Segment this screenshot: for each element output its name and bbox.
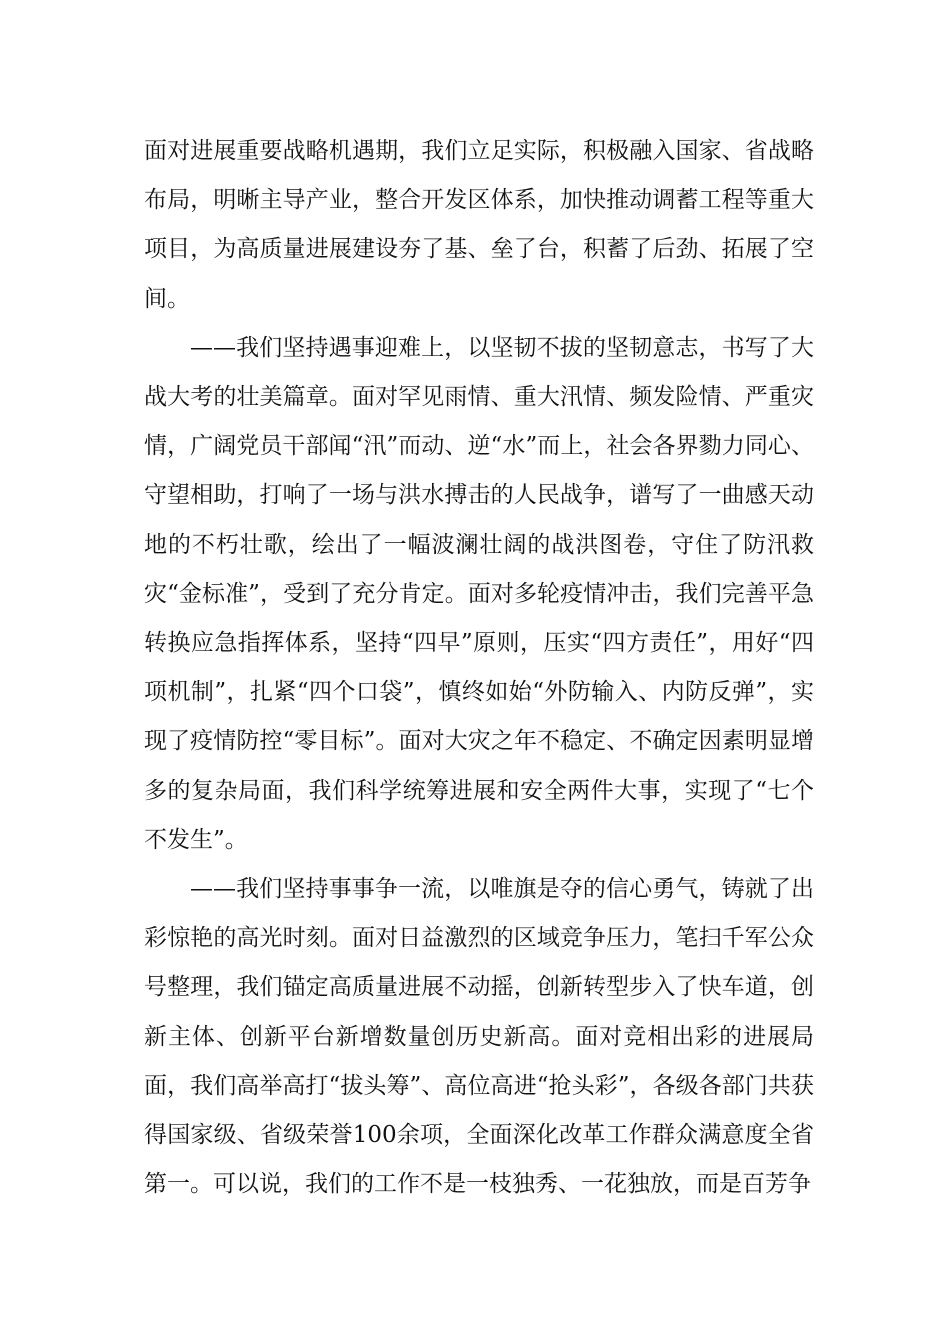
paragraph-flood-control: ——我们坚持遇事迎难上，以坚韧不拔的坚韧意志，书写了大战大考的壮美篇章。面对罕见雨情、重大汛情、频发险情、严重灾情，广阔党员干部闻“汛”而动、逆“水”而上，社会各界勠力同心、守望相助，打响了一场与洪水搏击的人民战争，谱写了一曲感天动地的不朽壮歌，绘出了一幅波澜壮阔的战洪图卷，守住了防汛救灾“金标准”，受到了充分肯定。面对多轮疫情冲击，我们完善平急转换应急指挥体系，坚持“四早”原则，压实“四方责任”，用好“四项机制”，扎紧“四个口袋”，慎终如始“外防输入、内防反弹”，实现了疫情防控“零目标”。面对大灾之年不稳定、不确定因素明显增多的复杂局面，我们科学统筹进展和安全两件大事，实现了“七个不发生”。 — [144, 334, 814, 853]
paragraph-continuation: 面对进展重要战略机遇期，我们立足实际，积极融入国家、省战略布局，明晰主导产业，整合开发区体系，加快推动调蓄工程等重大项目，为高质量进展建设夯了基、垒了台，积蓄了后劲、拓展了空间。 — [144, 138, 814, 312]
paragraph-first-class: ——我们坚持事事争一流，以唯旗是夺的信心勇气，铸就了出彩惊艳的高光时刻。面对日益激烈的区域竞争压力，笔扫千军公众号整理，我们锚定高质量进展不动摇，创新转型步入了快车道，创新主体、创新平台新增数量创历史新高。面对竞相出彩的进展局面，我们高举高打“拔头筹”、高位高进“抢头彩”，各级各部门共获得国家级、省级荣誉100余项，全面深化改革工作群众满意度全省第一。可以说，我们的工作不是一枝独秀、一花独放，而是百芳争 — [144, 876, 814, 1198]
document-body — [144, 127, 814, 1209]
